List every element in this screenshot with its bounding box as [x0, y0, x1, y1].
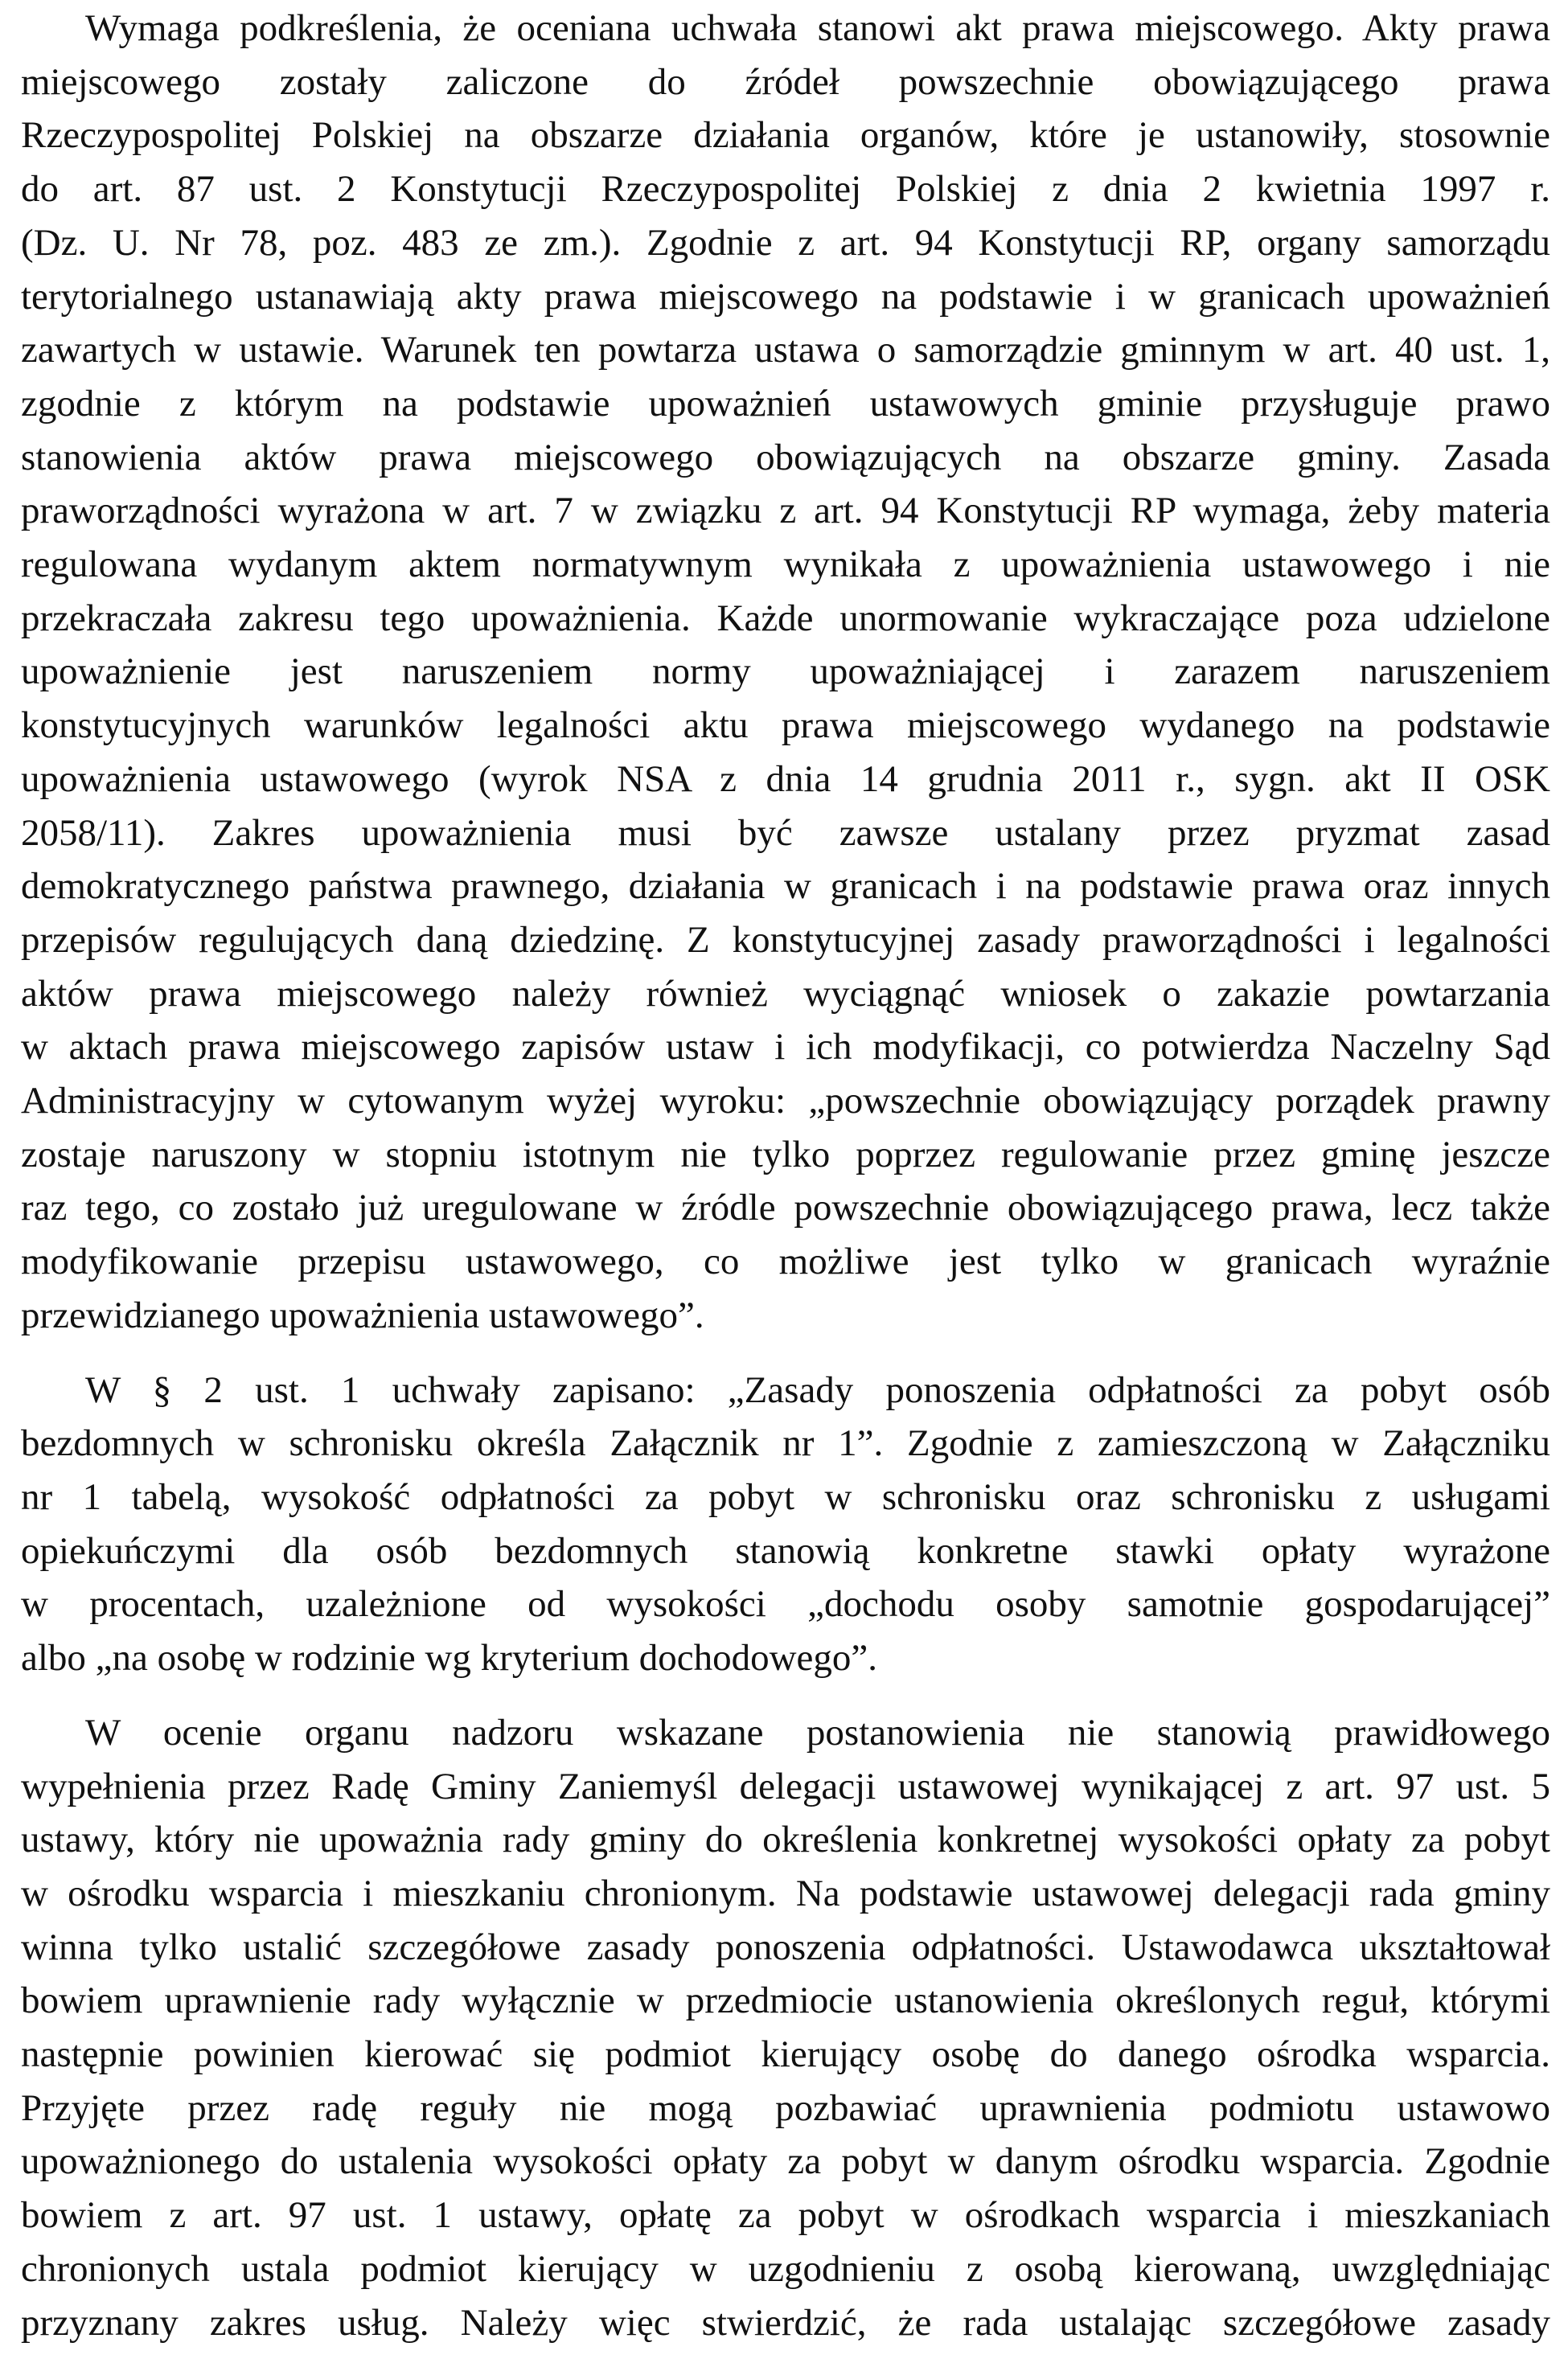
text-line: bowiem uprawnienie rady wyłącznie w przedmiocie ustanowienia określonych reguł, którymi	[21, 1980, 1550, 2022]
document-page	[21, 0, 1550, 2359]
text-line: Wymaga podkreślenia, że oceniana uchwała stanowi akt prawa miejscowego. Akty prawa	[85, 7, 1550, 49]
text-line: konstytucyjnych warunków legalności aktu prawa miejscowego wydanego na podstawie	[21, 704, 1550, 747]
text-line: przepisów regulujących daną dziedzinę. Z konstytucyjnej zasady praworządności i legalności	[21, 918, 1550, 961]
text-line: chronionych ustala podmiot kierujący w uzgodnieniu z osobą kierowaną, uwzględniając	[21, 2247, 1550, 2290]
text-line: do art. 87 ust. 2 Konstytucji Rzeczypospolitej Polskiej z dnia 2 kwietnia 1997 r.	[21, 168, 1550, 211]
text-line: bowiem z art. 97 ust. 1 ustawy, opłatę za pobyt w ośrodkach wsparcia i mieszkaniach	[21, 2194, 1550, 2237]
text-line: bezdomnych w schronisku określa Załącznik nr 1”. Zgodnie z zamieszczoną w Załączniku	[21, 1422, 1550, 1465]
text-line: stanowienia aktów prawa miejscowego obowiązujących na obszarze gminy. Zasada	[21, 436, 1550, 478]
text-line: miejscowego zostały zaliczone do źródeł powszechnie obowiązującego prawa	[21, 60, 1550, 103]
text-line: W § 2 ust. 1 uchwały zapisano: „Zasady ponoszenia odpłatności za pobyt osób	[85, 1368, 1550, 1411]
text-line: w ośrodku wsparcia i mieszkaniu chronionym. Na podstawie ustawowej delegacji rada gminy	[21, 1872, 1550, 1914]
text-line: raz tego, co zostało już uregulowane w źródle powszechnie obowiązującego prawa, lecz także	[21, 1187, 1550, 1229]
paragraph-3	[21, 1706, 1550, 2349]
text-line: nr 1 tabelą, wysokość odpłatności za pobyt w schronisku oraz schronisku z usługami	[21, 1475, 1550, 1518]
text-line: modyfikowanie przepisu ustawowego, co możliwe jest tylko w granicach wyraźnie	[21, 1241, 1550, 1283]
text-line: terytorialnego ustanawiają akty prawa miejscowego na podstawie i w granicach upoważnień	[21, 275, 1550, 318]
text-line: zawartych w ustawie. Warunek ten powtarza ustawa o samorządzie gminnym w art. 40 ust. 1,	[21, 329, 1550, 371]
text-line: wypełnienia przez Radę Gminy Zaniemyśl delegacji ustawowej wynikającej z art. 97 ust. 5	[21, 1765, 1550, 1807]
text-line: W ocenie organu nadzoru wskazane postanowienia nie stanowią prawidłowego	[85, 1711, 1550, 1754]
paragraph-2	[21, 1364, 1550, 1685]
text-line: upoważnienia ustawowego (wyrok NSA z dnia 14 grudnia 2011 r., sygn. akt II OSK	[21, 757, 1550, 800]
text-line: zgodnie z którym na podstawie upoważnień ustawowych gminie przysługuje prawo	[21, 382, 1550, 425]
text-line: aktów prawa miejscowego należy również wyciągnąć wniosek o zakazie powtarzania	[21, 972, 1550, 1015]
text-line: 2058/11). Zakres upoważnienia musi być zawsze ustalany przez pryzmat zasad	[21, 811, 1550, 854]
text-line: przyznany zakres usług. Należy więc stwierdzić, że rada ustalając szczegółowe zasady	[21, 2301, 1550, 2344]
text-line: regulowana wydanym aktem normatywnym wynikała z upoważnienia ustawowego i nie	[21, 544, 1550, 586]
text-line: winna tylko ustalić szczegółowe zasady ponoszenia odpłatności. Ustawodawca ukształtował	[21, 1926, 1550, 1968]
text-line: albo „na osobę w rodzinie wg kryterium dochodowego”.	[21, 1637, 878, 1680]
text-line: następnie powinien kierować się podmiot kierujący osobę do danego ośrodka wsparcia.	[21, 2033, 1550, 2076]
text-line: przewidzianego upoważnienia ustawowego”.	[21, 1294, 704, 1336]
text-line: w aktach prawa miejscowego zapisów ustaw i ich modyfikacji, co potwierdza Naczelny Sąd	[21, 1026, 1550, 1069]
text-line: upoważnionego do ustalenia wysokości opłaty za pobyt w danym ośrodku wsparcia. Zgodnie	[21, 2140, 1550, 2183]
text-line: przekraczała zakresu tego upoważnienia. Każde unormowanie wykraczające poza udzielone	[21, 597, 1550, 639]
text-line: w procentach, uzależnione od wysokości „dochodu osoby samotnie gospodarującej”	[21, 1583, 1550, 1626]
text-line: (Dz. U. Nr 78, poz. 483 ze zm.). Zgodnie z art. 94 Konstytucji RP, organy samorządu	[21, 221, 1550, 264]
text-line: demokratycznego państwa prawnego, działania w granicach i na podstawie prawa oraz innych	[21, 865, 1550, 908]
text-line: Przyjęte przez radę reguły nie mogą pozbawiać uprawnienia podmiotu ustawowo	[21, 2086, 1550, 2129]
text-line: upoważnienie jest naruszeniem normy upoważniającej i zarazem naruszeniem	[21, 650, 1550, 693]
text-line: opiekuńczymi dla osób bezdomnych stanowią konkretne stawki opłaty wyrażone	[21, 1529, 1550, 1572]
paragraph-1	[21, 2, 1550, 1343]
text-line: Administracyjny w cytowanym wyżej wyroku: „powszechnie obowiązujący porządek prawny	[21, 1080, 1550, 1122]
text-line: zostaje naruszony w stopniu istotnym nie tylko poprzez regulowanie przez gminę jeszcze	[21, 1133, 1550, 1175]
text-line: praworządności wyrażona w art. 7 w związku z art. 94 Konstytucji RP wymaga, żeby materia	[21, 490, 1550, 532]
text-line: Rzeczypospolitej Polskiej na obszarze działania organów, które je ustanowiły, stosownie	[21, 114, 1550, 157]
text-line: ustawy, który nie upoważnia rady gminy do określenia konkretnej wysokości opłaty za pobyt	[21, 1819, 1550, 1861]
